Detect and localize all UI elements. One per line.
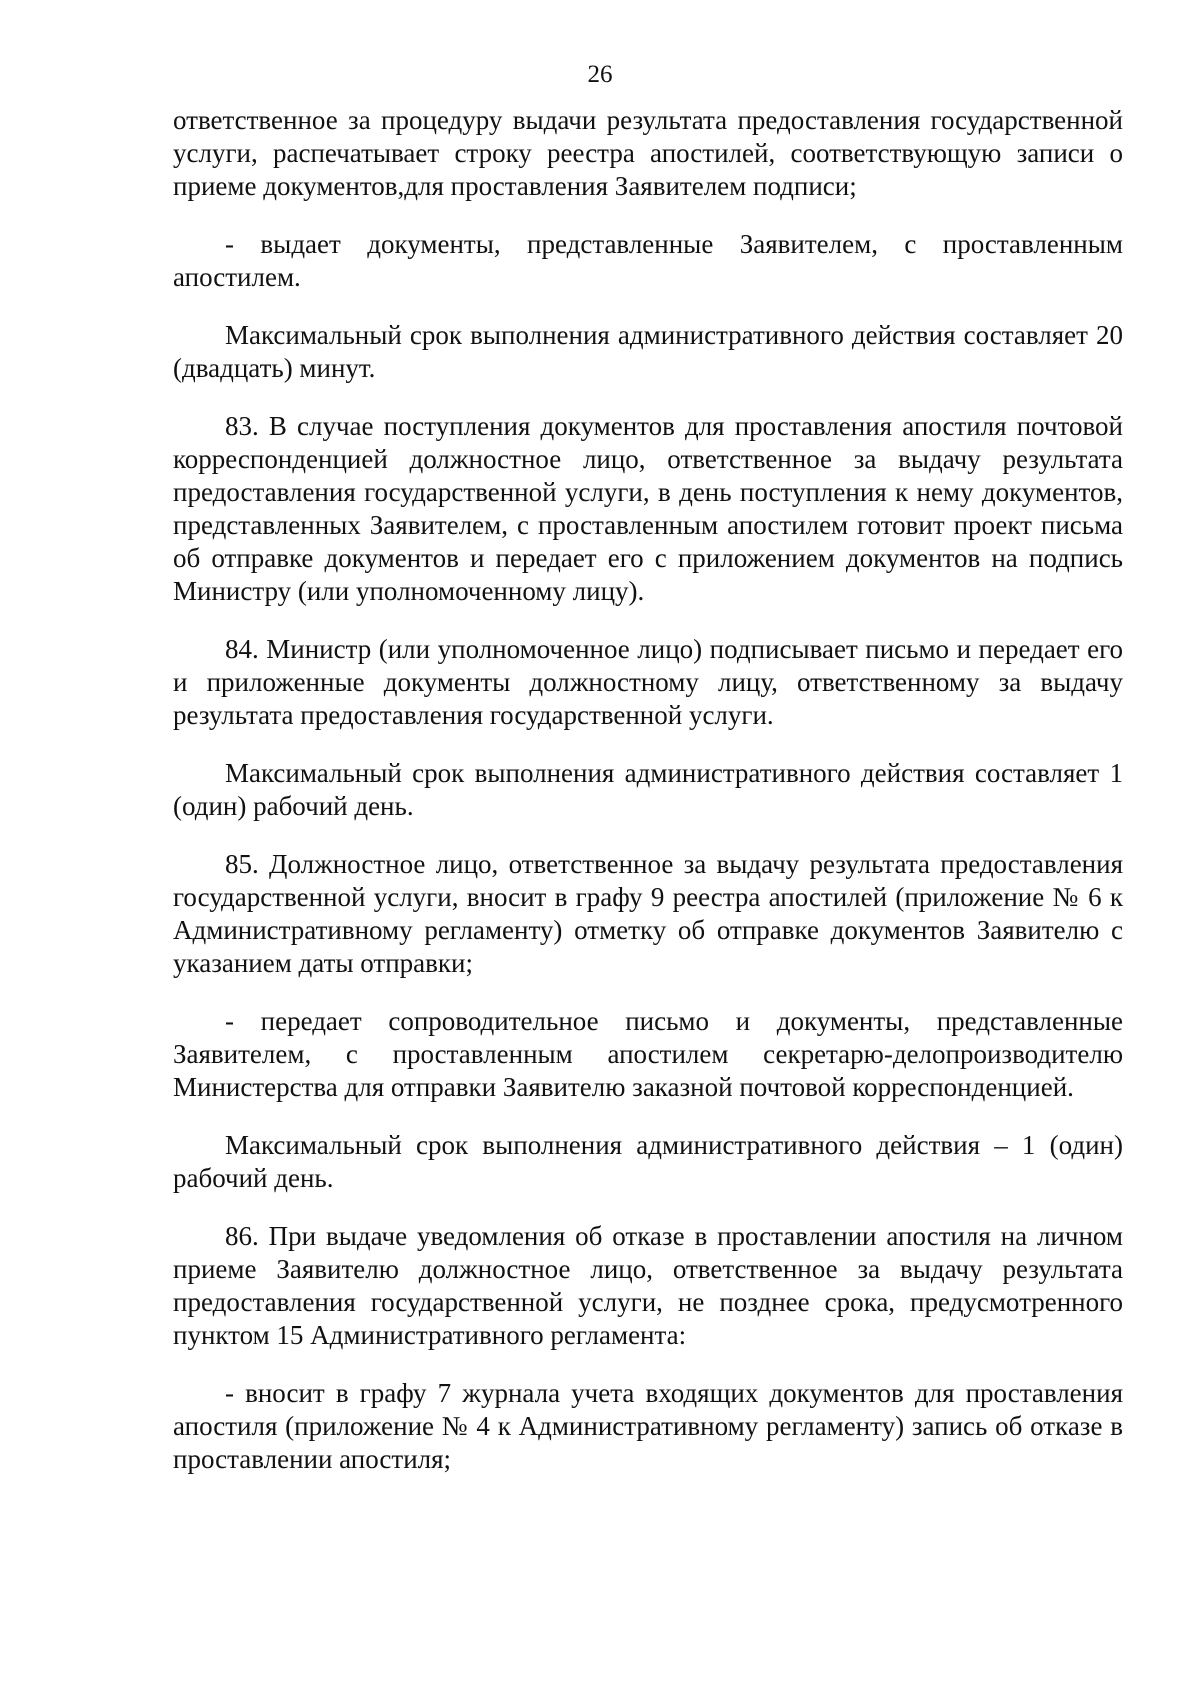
- paragraph-max-time-1-day-second: Максимальный срок выполнения административного действия – 1 (один) рабочий день.: [173, 1130, 1123, 1193]
- paragraph-issue-documents: - выдает документы, представленные Заявителем, с проставленным апостилем.: [173, 229, 1123, 292]
- paragraph-send-cover-letter: - передает сопроводительное письмо и документы, представленные Заявителем, с проставленным апостилем секретарю-делопроизводителю Министерства для отправки Заявителю заказной почтовой корреспонденцией.: [173, 1006, 1123, 1102]
- paragraph-journal-entry: - вносит в графу 7 журнала учета входящих документов для проставления апостиля (приложение № 4 к Административному регламенту) запись об отказе в проставлении апостиля;: [173, 1378, 1123, 1474]
- paragraph-max-time-1-day: Максимальный срок выполнения административного действия составляет 1 (один) рабочий день.: [173, 758, 1123, 821]
- paragraph-item-83: 83. В случае поступления документов для проставления апостиля почтовой корреспонденцией должностное лицо, ответственное за выдачу результата предоставления государственной услуги, в день поступления к нему документов, представленных Заявителем, с проставленным апостилем готовит проект письма об отправке документов и передает его с приложением документов на подпись Министру (или уполномоченному лицу).: [173, 411, 1123, 606]
- page-number: 26: [587, 61, 613, 88]
- paragraph-item-86: 86. При выдаче уведомления об отказе в проставлении апостиля на личном приеме Заявителю должностное лицо, ответственное за выдачу результата предоставления государственной услуги, не позднее срока, предусмотренного пунктом 15 Административного регламента:: [173, 1221, 1123, 1350]
- paragraph-item-84: 84. Министр (или уполномоченное лицо) подписывает письмо и передает его и приложенные документы должностному лицу, ответственному за выдачу результата предоставления государственной услуги.: [173, 634, 1123, 730]
- document-body: [173, 104, 1123, 1501]
- paragraph-max-time-20-minutes: Максимальный срок выполнения административного действия составляет 20 (двадцать) минут.: [173, 320, 1123, 383]
- paragraph-item-85: 85. Должностное лицо, ответственное за выдачу результата предоставления государственной услуги, вносит в графу 9 реестра апостилей (приложение № 6 к Административному регламенту) отметку об отправке документов Заявителю с указанием даты отправки;: [173, 849, 1123, 978]
- paragraph-continuation: ответственное за процедуру выдачи результата предоставления государственной услуги, распечатывает строку реестра апостилей, соответствующую записи о приеме документов,для проставления Заявителем подписи;: [173, 105, 1123, 201]
